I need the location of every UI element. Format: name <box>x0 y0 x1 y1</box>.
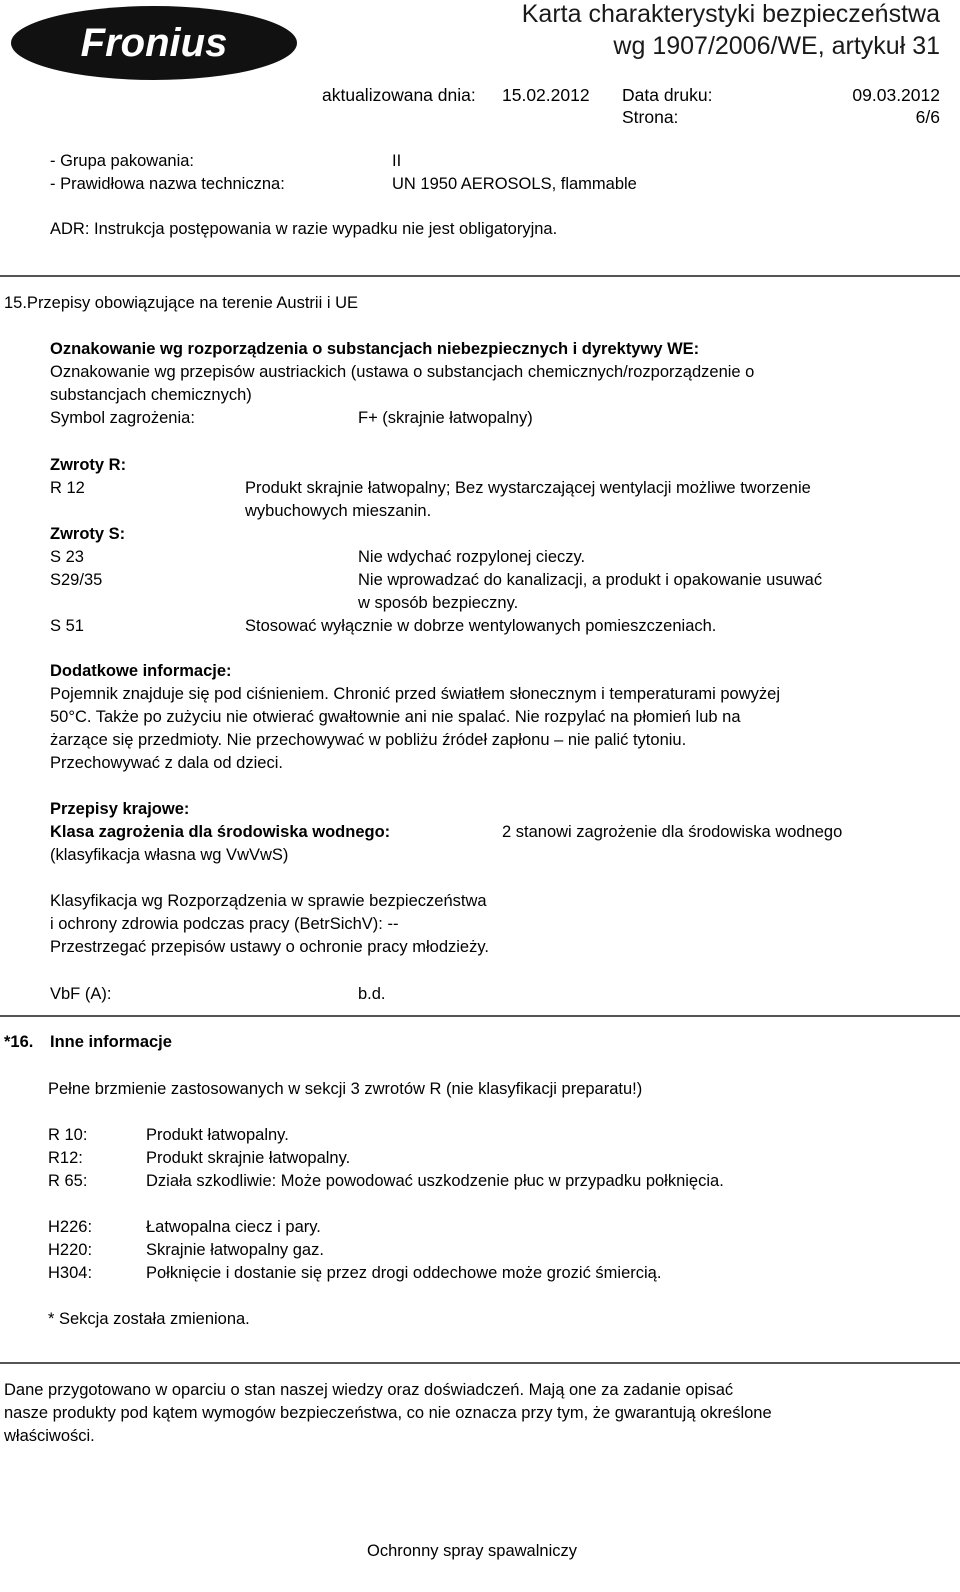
technical-name-value: UN 1950 AEROSOLS, flammable <box>392 175 637 193</box>
betrsichv-line: Klasyfikacja wg Rozporządzenia w sprawie bezpieczeństwa <box>50 892 487 910</box>
vbf-label: VbF (A): <box>50 985 112 1003</box>
print-date: 09.03.2012 <box>852 85 940 105</box>
austrian-labelling-line: Oznakowanie wg przepisów austriackich (ustawa o substancjach chemicznych/rozporządzenie o <box>50 363 755 381</box>
print-label: Data druku: <box>622 85 713 105</box>
additional-info-line: Przechowywać z dala od dzieci. <box>50 754 283 772</box>
water-hazard-label: Klasa zagrożenia dla środowiska wodnego: <box>50 823 391 841</box>
packing-group-value: II <box>392 152 402 170</box>
water-hazard-note: (klasyfikacja własna wg VwVwS) <box>50 846 289 864</box>
section-16-heading: Inne informacje <box>50 1033 172 1051</box>
section-changed-note: * Sekcja została zmieniona. <box>48 1310 250 1328</box>
s-phrase-text: w sposób bezpieczny. <box>358 594 519 612</box>
betrsichv-line: i ochrony zdrowia podczas pracy (BetrSichV): -- <box>50 915 399 933</box>
youth-protection-line: Przestrzegać przepisów ustawy o ochronie pracy młodzieży. <box>50 938 489 956</box>
phrase-code: R12: <box>48 1149 83 1167</box>
austrian-labelling-line: substancjach chemicznych) <box>50 386 252 404</box>
phrase-text: Łatwopalna ciecz i pary. <box>146 1218 321 1236</box>
page-label: Strona: <box>622 107 679 127</box>
section-15-heading: 15.Przepisy obowiązujące na terenie Austrii i UE <box>4 294 359 312</box>
section-divider <box>0 1362 960 1364</box>
section-16-number: *16. <box>4 1033 34 1051</box>
phrase-text: Produkt łatwopalny. <box>146 1126 289 1144</box>
phrase-code: H220: <box>48 1241 93 1259</box>
s-phrase-text: Nie wdychać rozpylonej cieczy. <box>358 548 586 566</box>
phrase-code: R 10: <box>48 1126 88 1144</box>
additional-info-line: żarzące się przedmioty. Nie przechowywać w pobliżu źródeł zapłonu – nie palić tytoniu. <box>50 731 687 749</box>
r-phrase-text: wybuchowych mieszanin. <box>245 502 432 520</box>
s-phrase-text: Nie wprowadzać do kanalizacji, a produkt i opakowanie usuwać <box>358 571 823 589</box>
hazard-symbol-label: Symbol zagrożenia: <box>50 409 195 427</box>
phrase-code: H304: <box>48 1264 93 1282</box>
phrase-text: Skrajnie łatwopalny gaz. <box>146 1241 324 1259</box>
product-name: Ochronny spray spawalniczy <box>366 1542 577 1560</box>
phrase-text: Produkt skrajnie łatwopalny. <box>146 1149 351 1167</box>
disclaimer-line: właściwości. <box>4 1427 95 1445</box>
packing-group-label: - Grupa pakowania: <box>50 152 194 170</box>
technical-name-label: - Prawidłowa nazwa techniczna: <box>50 175 285 193</box>
r-phrase-code: R 12 <box>50 479 85 497</box>
r-phrase-text: Produkt skrajnie łatwopalny; Bez wystarczającej wentylacji możliwe tworzenie <box>245 479 811 497</box>
disclaimer-line: nasze produkty pod kątem wymogów bezpieczeństwa, co nie oznacza przy tym, że gwarantują określone <box>4 1404 772 1422</box>
disclaimer-line: Dane przygotowano w oparciu o stan naszej wiedzy oraz doświadczeń. Mają one za zadanie opisać <box>4 1381 734 1399</box>
phrase-text: Połknięcie i dostanie się przez drogi oddechowe może grozić śmiercią. <box>146 1264 662 1282</box>
water-hazard-value: 2 stanowi zagrożenie dla środowiska wodnego <box>502 823 843 841</box>
s-phrase-code: S29/35 <box>50 571 103 589</box>
phrase-code: H226: <box>48 1218 93 1236</box>
vbf-value: b.d. <box>358 985 386 1003</box>
document-subtitle: wg 1907/2006/WE, artykuł 31 <box>613 32 940 60</box>
additional-info-line: Pojemnik znajduje się pod ciśnieniem. Chronić przed światłem słonecznym i temperaturami powyżej <box>50 685 780 703</box>
national-regulations-heading: Przepisy krajowe: <box>50 800 190 818</box>
labelling-subheading: Oznakowanie wg rozporządzenia o substancjach niebezpiecznych i dyrektywy WE: <box>50 340 700 358</box>
document-title: Karta charakterystyki bezpieczeństwa <box>521 0 940 28</box>
adr-note: ADR: Instrukcja postępowania w razie wypadku nie jest obligatoryjna. <box>50 220 558 238</box>
s-phrases-heading: Zwroty S: <box>50 525 126 543</box>
s-phrase-code: S 23 <box>50 548 84 566</box>
additional-info-line: 50°C. Także po zużyciu nie otwierać gwałtownie ani nie spalać. Nie rozpylać na płomień lub na <box>50 708 741 726</box>
additional-info-heading: Dodatkowe informacje: <box>50 662 232 680</box>
r-phrases-heading: Zwroty R: <box>50 456 127 474</box>
phrase-code: R 65: <box>48 1172 88 1190</box>
hazard-symbol-value: F+ (skrajnie łatwopalny) <box>358 409 533 427</box>
updated-label: aktualizowana dnia: <box>322 85 476 105</box>
updated-date: 15.02.2012 <box>502 85 590 105</box>
fronius-logo <box>10 5 298 81</box>
s-phrase-code: S 51 <box>50 617 84 635</box>
phrase-text: Działa szkodliwie: Może powodować uszkodzenie płuc w przypadku połknięcia. <box>146 1172 724 1190</box>
s-phrase-text: Stosować wyłącznie w dobrze wentylowanych pomieszczeniach. <box>245 617 717 635</box>
logo-text: Fronius <box>80 21 228 65</box>
section-divider <box>0 275 960 277</box>
page-number: 6/6 <box>915 107 940 127</box>
section-divider <box>0 1015 960 1017</box>
r-phrases-intro: Pełne brzmienie zastosowanych w sekcji 3 zwrotów R (nie klasyfikacji preparatu!) <box>48 1080 643 1098</box>
